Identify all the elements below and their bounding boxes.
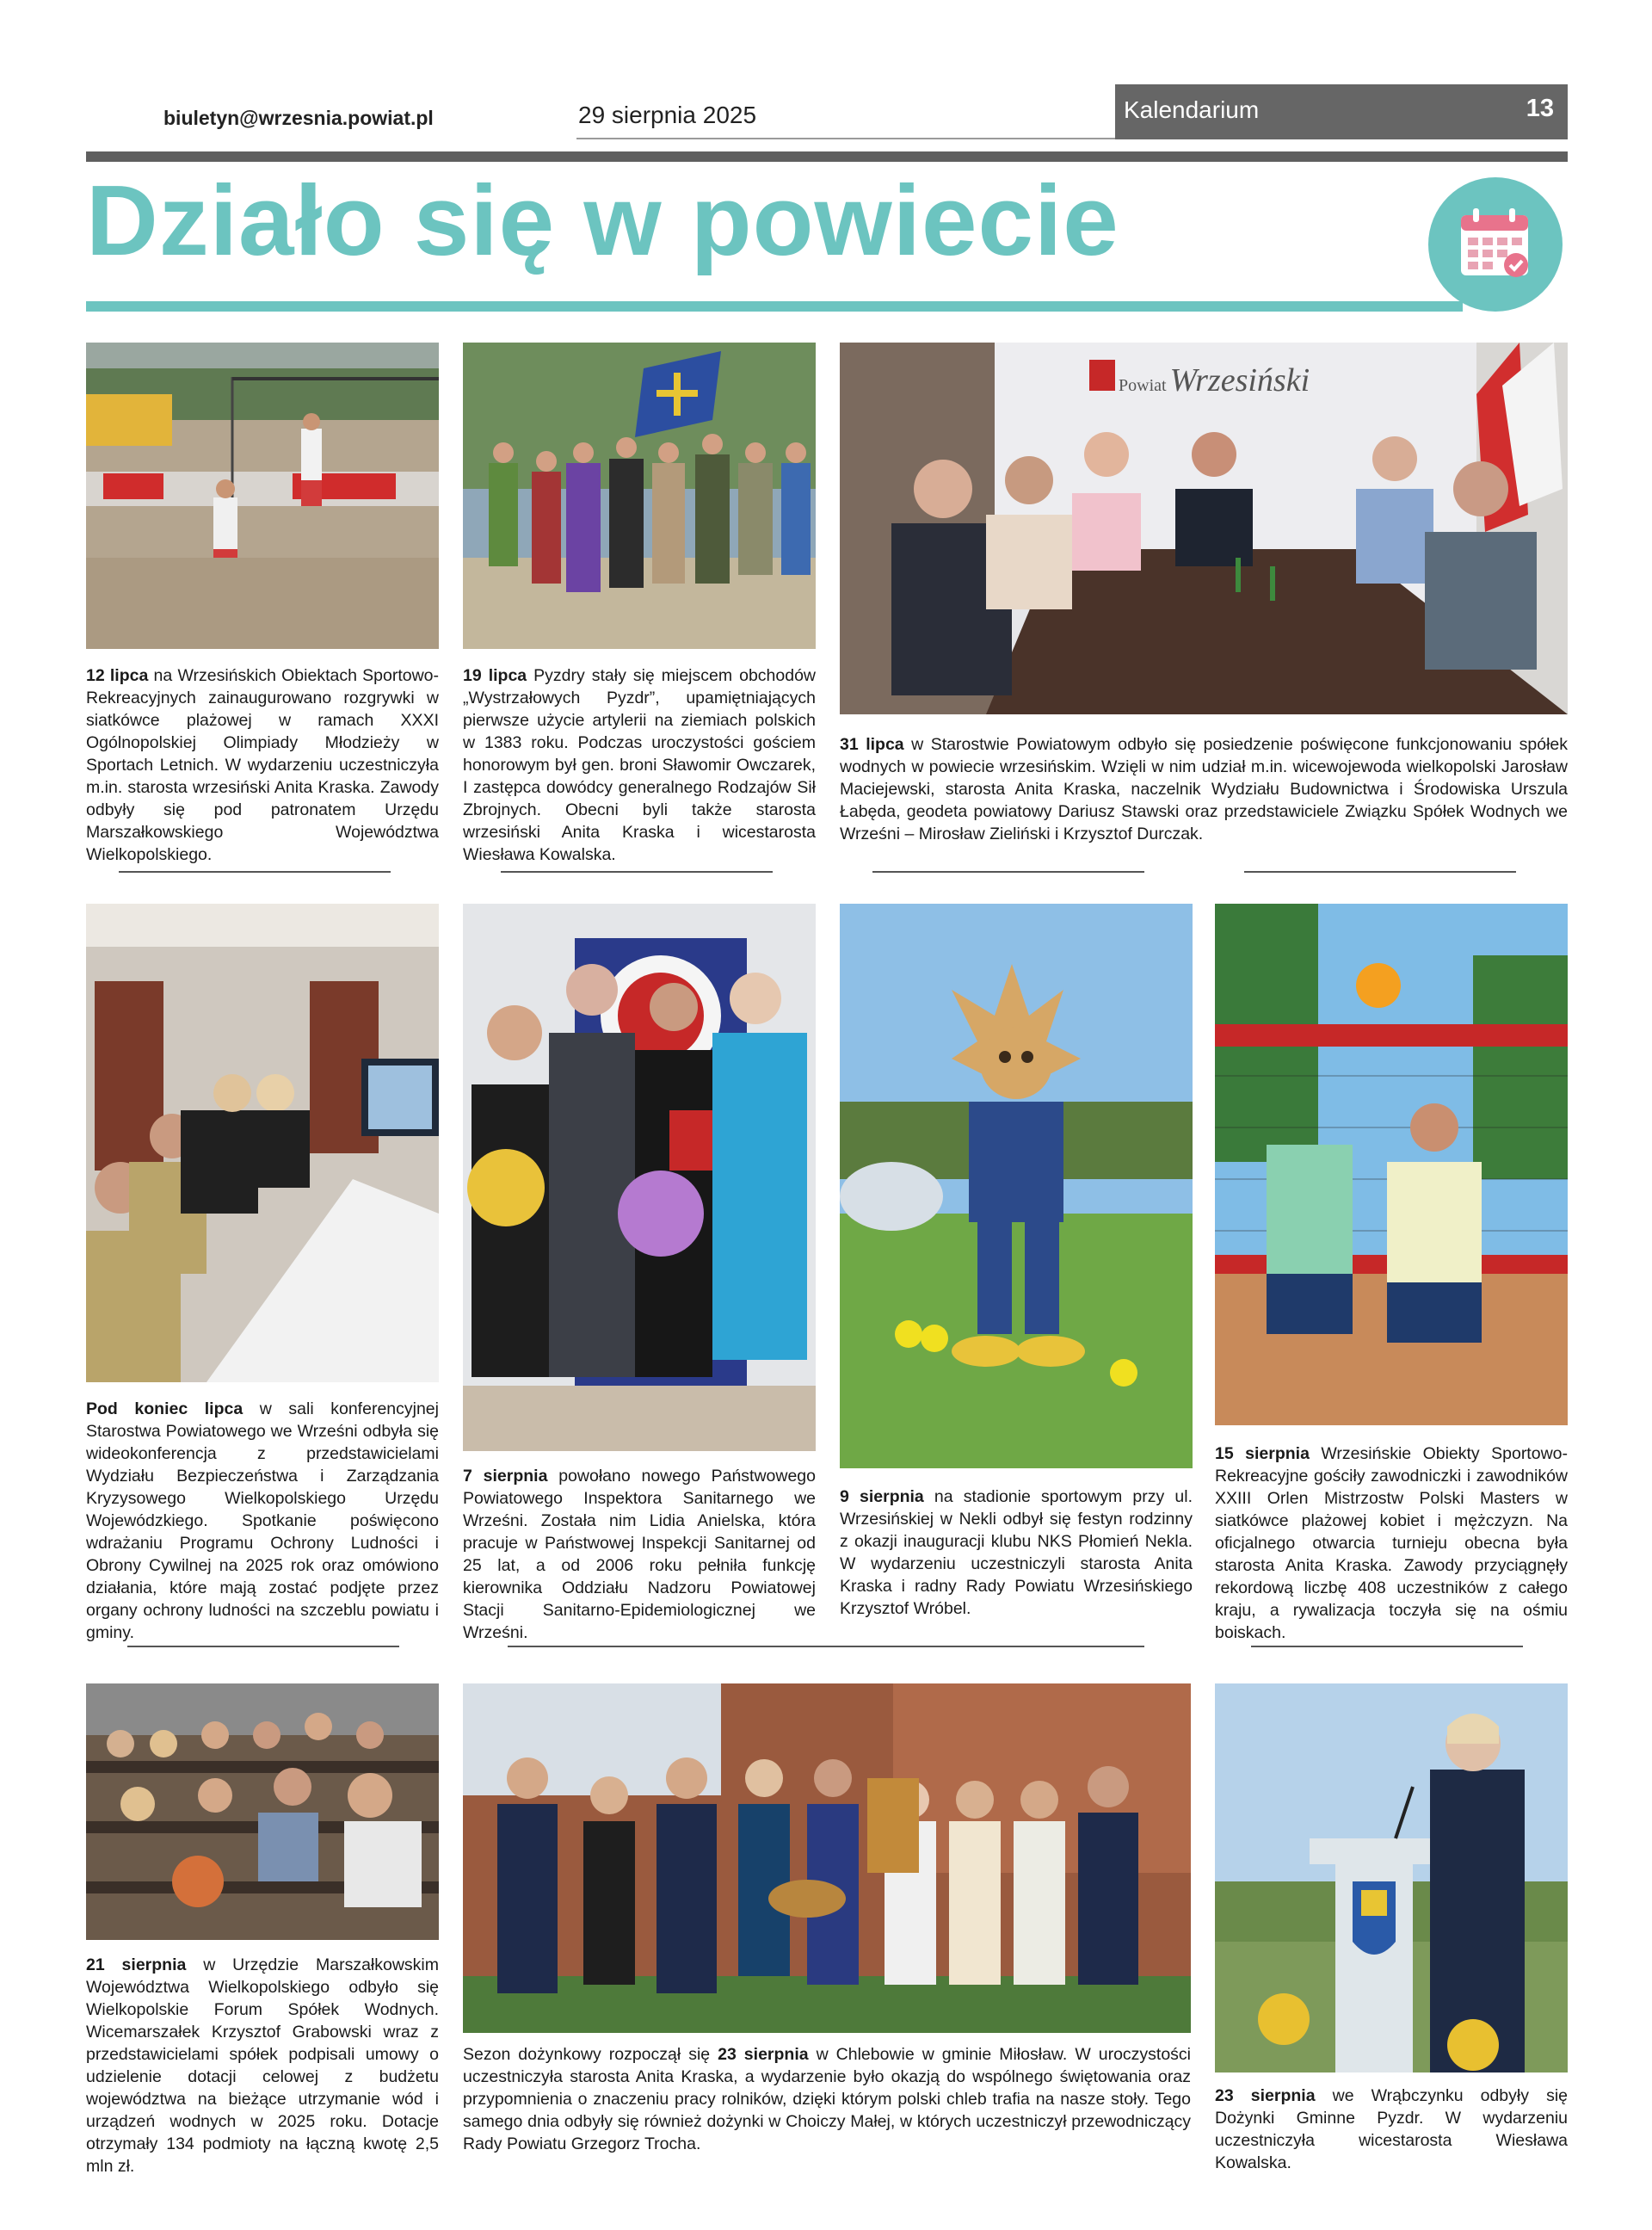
article-4: Pod koniec lipca w sali konferencyjnej Starostwa Powiatowego we Wrześni odbyła się wideokonferencja z przedstawicielami Wydziału Bezpieczeństwa i Zarządzania Kryzysowego Wielkopolskiego Urzędu Wojewódzkiego. Spotkanie poświęcono wdrażaniu Programu Ochrony Ludności i Obrony Cywilnej na 2025 rok oraz omówiono działania, które mają zostać podjęte przez organy ochrony ludności na szczeblu powiatu i gminy. — [86, 1399, 439, 1642]
header-email: biuletyn@wrzesnia.powiat.pl — [163, 107, 434, 129]
separator — [508, 1646, 1144, 1647]
banner-logo-text — [1119, 361, 1310, 399]
article-6: 9 sierpnia na stadionie sportowym przy ul. Wrzesińskiej w Nekli odbył się festyn rodzinny z okazji inauguracji klubu NKS Płomień Nekla. W wydarzeniu uczestniczyli starosta Anita Kraska i radny Rady Powiatu Wrzesińskiego Krzysztof Wróbel. — [840, 1487, 1193, 1618]
separator — [127, 1646, 399, 1647]
article-8: 21 sierpnia w Urzędzie Marszałkowskim Województwa Wielkopolskiego odbyło się Wielkopolskie Forum Spółek Wodnych. Wicemarszałek Krzysztof Grabowski wraz z przedstawicielami spółek podpisali umowy o udzielenie dotacji celowej z budżetu województwa na bieżące utrzymanie wód i urządzeń wodnych w 2025 roku. Dotacje otrzymały 134 podmioty na łączną kwotę 2,5 mln zł. — [86, 1955, 439, 2176]
article-10: 23 sierpnia we Wrąbczynku odbyły się Dożynki Gminne Pyzdr. W wydarzeniu uczestniczyła wicestarosta Wiesława Kowalska. — [1215, 2086, 1568, 2172]
photo-videoconference — [86, 904, 439, 1382]
photo-masters-volleyball — [1215, 904, 1568, 1425]
separator — [119, 871, 391, 873]
separator — [1251, 1646, 1523, 1647]
page-title: Działo się w powiecie — [86, 164, 1119, 276]
photo-water-forum — [86, 1683, 439, 1940]
calendar-icon — [1458, 205, 1535, 282]
separator — [872, 871, 1144, 873]
title-rule — [86, 301, 1463, 312]
header-date: 29 sierpnia 2025 — [578, 102, 757, 128]
banner-brand: Wrzesiński — [1169, 362, 1310, 398]
separator — [1244, 871, 1516, 873]
banner-brand-small: Powiat — [1119, 376, 1167, 395]
article-3: 31 lipca w Starostwie Powiatowym odbyło się posiedzenie poświęcone funkcjonowaniu spółek wodnych w powiecie wrzesińskim. Wzięli w nim udział m.in. wicewojewoda wielkopolski Jarosław Maciejewski, starosta Anita Kraska, naczelnik Wydziału Budownictwa i Środowiska Urszula Łabęda, geodeta powiatowy Dariusz Stawski oraz przedstawiciele Związku Spółek Wodnych we Wrześni – Mirosław Zieliński i Krzysztof Durczak. — [840, 735, 1568, 843]
photo-harvest-festival-pyzdry — [1215, 1683, 1568, 2072]
separator — [501, 871, 773, 873]
article-9: Sezon dożynkowy rozpoczął się 23 sierpnia w Chlebowie w gminie Miłosław. W uroczystości uczestniczyła starosta Anita Kraska, a wydarzenie było okazją do wspólnego świętowania oraz przypomnienia o znaczeniu pracy rolników, dzięki którym polski chleb trafia na nasze stoły. Tego samego dnia odbyły się również dożynki w Choiczy Małej, w których uczestniczył przewodniczący Rady Powiatu Grzegorz Trocha. — [463, 2045, 1192, 2153]
article-7: 15 sierpnia Wrzesińskie Obiekty Sportowo-Rekreacyjne gościły zawodniczki i zawodników XXIII Orlen Mistrzostw Polski Masters w siatkówce plażowej kobiet i mężczyzn. Na oficjalnego otwarcia turnieju obecna była starosta Anita Kraska. Zawody przyciągnęły rekordową liczbę 408 uczestników z całego kraju, a rywalizacja toczyła się na ośmiu boiskach. — [1215, 1444, 1568, 1642]
photo-nekla-festival — [840, 904, 1193, 1468]
photo-harvest-festival-chlebowo — [463, 1683, 1191, 2033]
article-5: 7 sierpnia powołano nowego Państwowego Powiatowego Inspektora Sanitarnego we Wrześni. Została nim Lidia Anielska, która pracuje w Państwowej Inspekcji Sanitarnej od 25 lat, a od 2006 roku pełniła funkcję kierownika Oddziału Nadzoru Powiatowej Stacji Sanitarno-Epidemiologicznej we Wrześni. — [463, 1467, 816, 1642]
header-date-rule — [576, 138, 1115, 139]
photo-pyzdry-reenactment — [463, 343, 816, 649]
photo-beach-volleyball — [86, 343, 439, 649]
section-name: Kalendarium — [1124, 96, 1260, 123]
top-rule — [86, 151, 1568, 162]
article-2: 19 lipca Pyzdry stały się miejscem obchodów „Wystrzałowych Pyzdr”, upamiętniających pierwsze użycie artylerii na ziemiach polskich w 1383 roku. Podczas uroczystości gościem honorowym był gen. broni Sławomir Owczarek, I zastępca dowódcy generalnego Rodzajów Sił Zbrojnych. Obecni byli także starosta wrzesiński Anita Kraska i wicestarosta Wiesława Kowalska. — [463, 666, 817, 864]
calendar-badge — [1428, 177, 1563, 312]
page-number: 13 — [1526, 95, 1554, 122]
section-bar — [1115, 84, 1568, 139]
article-1: 12 lipca na Wrzesińskich Obiektach Sportowo-Rekreacyjnych zainaugurowano rozgrywki w siatkówce plażowej w ramach XXXI Ogólnopolskiej Olimpiady Młodzieży w Sportach Letnich. W wydarzeniu uczestniczyła m.in. starosta wrzesiński Anita Kraska. Zawody odbyły się pod patronatem Urzędu Marszałkowskiego Województwa Wielkopolskiego. — [86, 666, 440, 864]
photo-sanitary-inspector — [463, 904, 816, 1451]
